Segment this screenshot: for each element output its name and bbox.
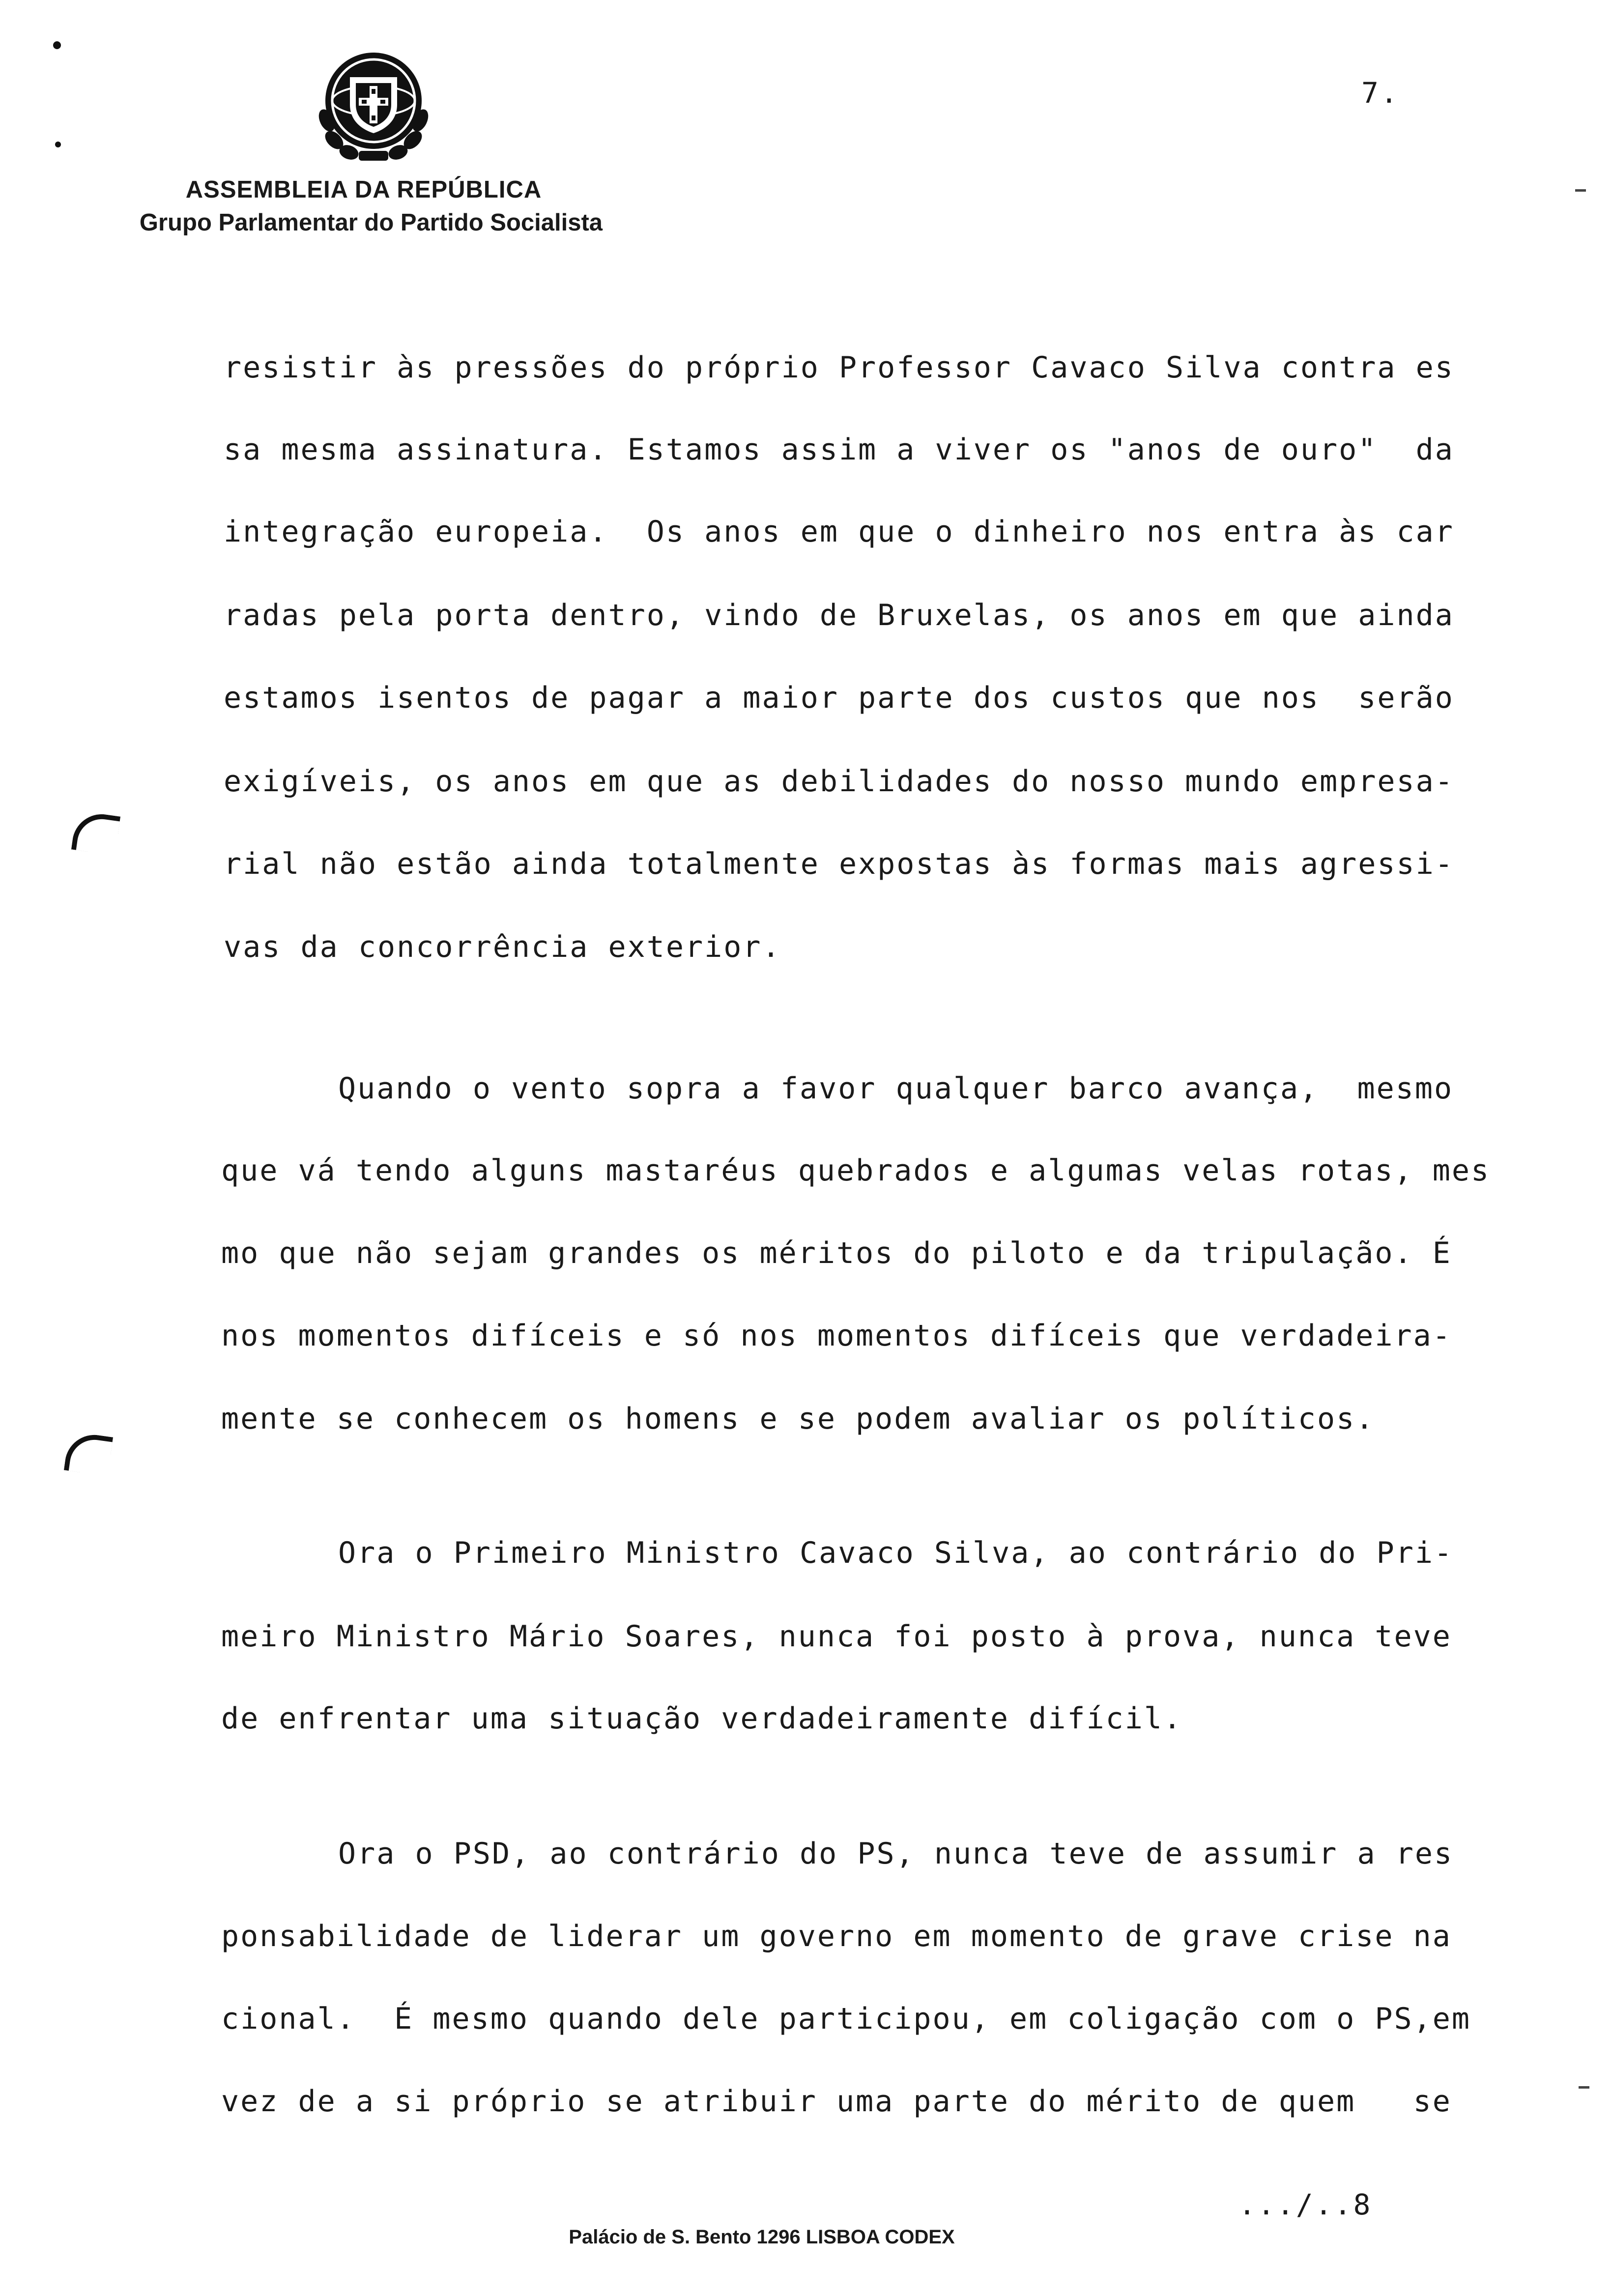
body-text-line: vez de a si próprio se atribuir uma parte do mérito de quem se <box>221 2084 1452 2119</box>
body-text-line: de enfrentar uma situação verdadeiramente difícil. <box>221 1701 1183 1736</box>
body-text-line: sa mesma assinatura. Estamos assim a viver os "anos de ouro" da <box>224 432 1454 467</box>
body-text-line: ponsabilidade de liderar um governo em momento de grave crise na <box>221 1919 1452 1953</box>
body-text-line: nos momentos difíceis e só nos momentos difíceis que verdadeira- <box>221 1319 1452 1353</box>
body-text-line: resistir às pressões do próprio Professor Cavaco Silva contra es <box>224 350 1454 385</box>
binding-hole-mark <box>53 41 61 49</box>
organization-subtitle: Grupo Parlamentar do Partido Socialista <box>139 209 603 236</box>
continuation-marker: .../..8 <box>1238 2188 1373 2221</box>
body-text-line: estamos isentos de pagar a maior parte dos custos que nos serão <box>224 681 1454 715</box>
body-text-line: rial não estão ainda totalmente expostas às formas mais agressi- <box>224 847 1454 881</box>
body-text-line: Quando o vento sopra a favor qualquer barco avança, mesmo <box>338 1071 1454 1106</box>
body-text-line: Ora o Primeiro Ministro Cavaco Silva, ao contrário do Pri- <box>338 1536 1454 1570</box>
body-text-line: cional. É mesmo quando dele participou, em coligação com o PS,em <box>221 2002 1471 2036</box>
body-text-line: Ora o PSD, ao contrário do PS, nunca teve de assumir a res <box>338 1837 1454 1871</box>
page-number: 7. <box>1361 76 1400 110</box>
footer-address: Palácio de S. Bento 1296 LISBOA CODEX <box>569 2226 955 2248</box>
body-text-line: integração europeia. Os anos em que o dinheiro nos entra às car <box>224 515 1454 549</box>
body-text-line: mente se conhecem os homens e se podem avaliar os políticos. <box>221 1402 1375 1436</box>
margin-bracket-mark <box>71 810 120 856</box>
body-text-line: radas pela porta dentro, vindo de Bruxelas, os anos em que ainda <box>224 598 1454 632</box>
body-text-line: que vá tendo alguns mastaréus quebrados e algumas velas rotas, mes <box>221 1153 1491 1188</box>
body-text-line: meiro Ministro Mário Soares, nunca foi posto à prova, nunca teve <box>221 1619 1452 1654</box>
margin-tick-mark <box>1575 189 1586 192</box>
margin-tick-mark <box>1579 2086 1589 2089</box>
body-text-line: vas da concorrência exterior. <box>224 930 781 964</box>
margin-bracket-mark <box>64 1431 113 1476</box>
binding-hole-mark <box>55 142 61 147</box>
body-text-line: mo que não sejam grandes os méritos do piloto e da tripulação. É <box>221 1236 1452 1270</box>
body-text-line: exigíveis, os anos em que as debilidades do nosso mundo empresa- <box>224 764 1454 799</box>
parliament-emblem-icon <box>310 47 437 165</box>
organization-name: ASSEMBLEIA DA REPÚBLICA <box>185 176 542 203</box>
